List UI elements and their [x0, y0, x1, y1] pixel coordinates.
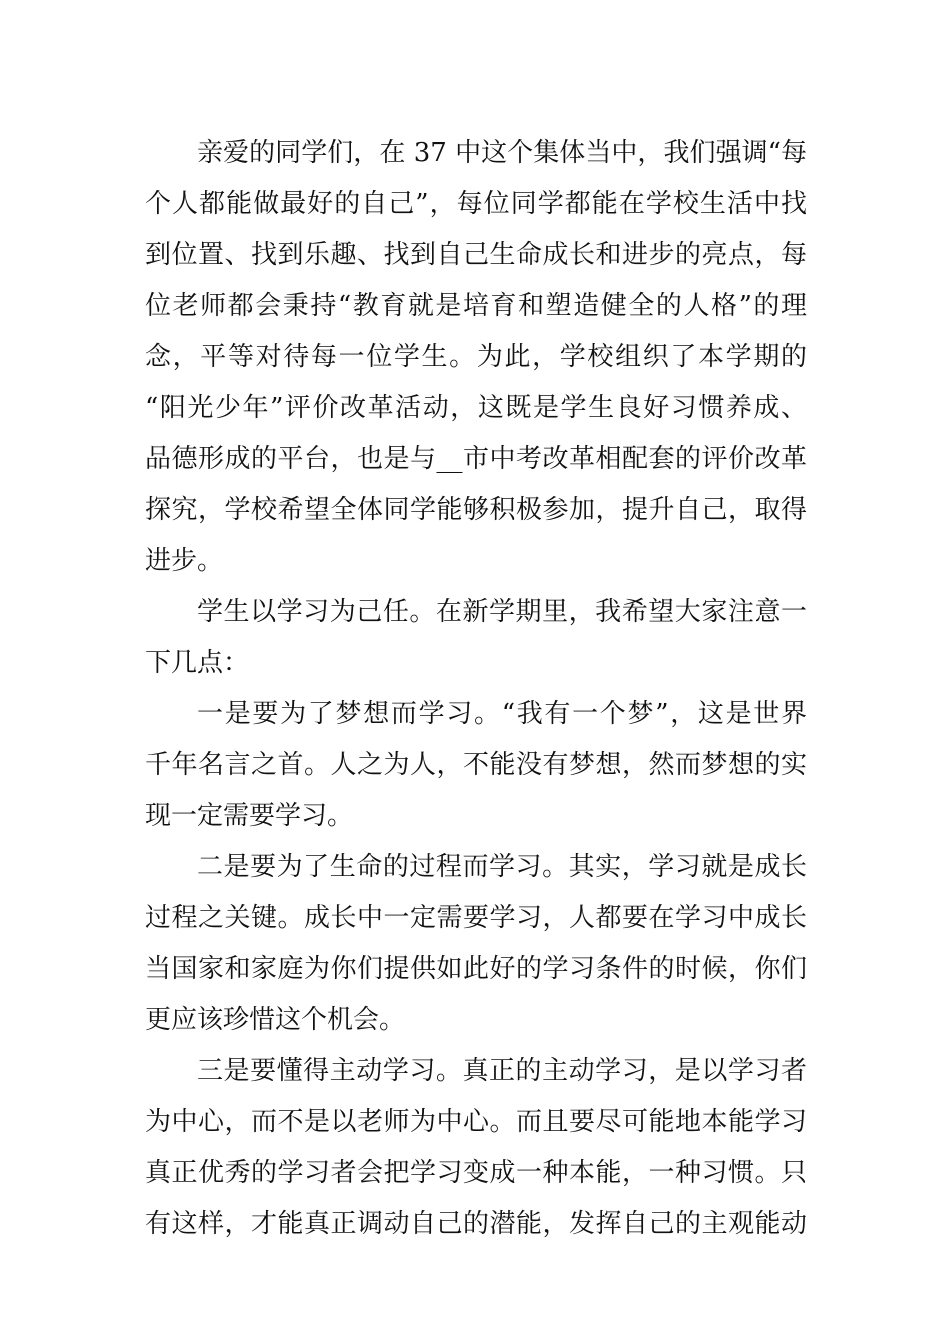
paragraph-line: 现一定需要学习。 [145, 801, 354, 831]
paragraph-line: 到位置、找到乐趣、找到自己生命成长和进步的亮点，每 [145, 240, 807, 270]
paragraph-line: 探究，学校希望全体同学能够积极参加，提升自己，取得 [145, 495, 807, 525]
paragraph-line: 更应该珍惜这个机会。 [145, 1005, 406, 1035]
paragraph-line: 有这样，才能真正调动自己的潜能，发挥自己的主观能动 [145, 1209, 807, 1239]
paragraph-line: 进步。 [145, 546, 224, 576]
paragraph-line: 真正优秀的学习者会把学习变成一种本能，一种习惯。只 [145, 1158, 807, 1188]
paragraph-line: 下几点： [145, 648, 250, 678]
paragraph-line: 二是要为了生命的过程而学习。其实，学习就是成长 [197, 852, 807, 882]
paragraph-line: 一是要为了梦想而学习。“我有一个梦”，这是世界 [197, 699, 807, 729]
paragraph-line: 学生以学习为己任。在新学期里，我希望大家注意一 [197, 597, 807, 627]
document-body [145, 128, 807, 1250]
paragraph-line: 亲爱的同学们，在 37 中这个集体当中，我们强调“每 [197, 138, 807, 168]
paragraph-line: 过程之关键。成长中一定需要学习，人都要在学习中成长 [145, 903, 807, 933]
paragraph-line: 念，平等对待每一位学生。为此，学校组织了本学期的 [145, 342, 807, 372]
paragraph-line: 为中心，而不是以老师为中心。而且要尽可能地本能学习 [145, 1107, 807, 1137]
paragraph-line: “阳光少年”评价改革活动，这既是学生良好习惯养成、 [145, 393, 807, 423]
paragraph-line: 三是要懂得主动学习。真正的主动学习，是以学习者 [197, 1056, 807, 1086]
paragraph-line: 品德形成的平台，也是与__市中考改革相配套的评价改革 [145, 444, 807, 474]
paragraph-line: 当国家和家庭为你们提供如此好的学习条件的时候，你们 [145, 954, 807, 984]
paragraph-line: 个人都能做最好的自己”，每位同学都能在学校生活中找 [145, 189, 807, 219]
paragraph-line: 位老师都会秉持“教育就是培育和塑造健全的人格”的理 [145, 291, 807, 321]
paragraph-line: 千年名言之首。人之为人，不能没有梦想，然而梦想的实 [145, 750, 807, 780]
